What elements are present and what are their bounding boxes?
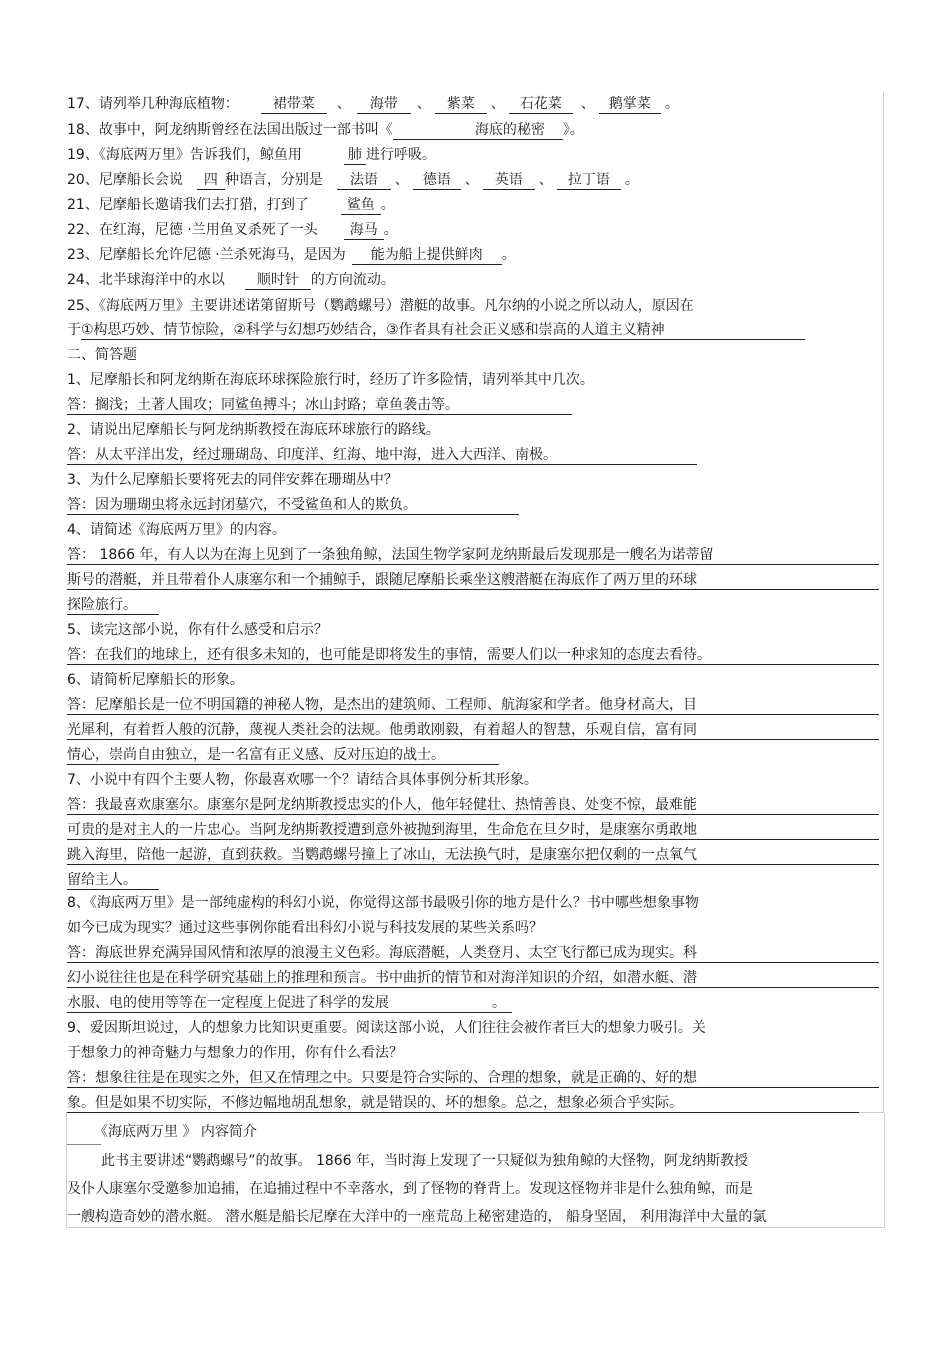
answer-underline: [67, 1112, 859, 1113]
answer-underline: [67, 839, 879, 840]
answer-blank: 肺: [344, 146, 366, 165]
intro-indent-rule: [67, 1144, 101, 1145]
answer-underline: [67, 962, 879, 963]
answer-blank: 鹅掌菜: [599, 95, 661, 114]
answer-underline: [67, 814, 879, 815]
answer-blank: 海马: [344, 221, 384, 240]
answer-6-line: 情心，崇尚自由独立，是一名富有正义感、反对压迫的战士。: [67, 747, 445, 763]
answer-7-line: 留给主人。: [67, 872, 137, 888]
answer-underline: [67, 864, 879, 865]
answer-9-line: 答：想象往往是在现实之外，但又在情理之中。只要是符合实际的、合理的想象，就是正确的、好的想: [67, 1070, 697, 1086]
answer-underline: [67, 589, 879, 590]
question-6: 6、请简析尼摩船长的形象。: [67, 672, 244, 688]
answer-6-line: 答：尼摩船长是一位不明国籍的神秘人物，是杰出的建筑师、工程师、航海家和学者。他身材高大，目: [67, 697, 697, 713]
intro-title: 《海底两万里 》 内容简介: [94, 1124, 257, 1140]
answer-underline: [67, 1087, 879, 1088]
answer-blank: 四: [197, 171, 225, 190]
answer-blank: 裙带菜: [261, 95, 327, 114]
answer-4-line: 斯号的潜艇，并且带着仆人康塞尔和一个捕鲸手，跟随尼摩船长乘坐这艘潜艇在海底作了两万里的环球: [67, 572, 697, 588]
answer-underline: [67, 889, 159, 890]
answer-blank: 德语: [413, 171, 461, 190]
answer-6-line: 光犀利，有着哲人般的沉静，蔑视人类社会的法规。他勇敢刚毅，有着超人的智慧，乐观自信，富有同: [67, 722, 697, 738]
intro-line: 此书主要讲述“鹦鹉螺号”的故事。 1866 年，当时海上发现了一只疑似为独角鲸的大怪物，阿龙纳斯教授: [101, 1153, 749, 1169]
answer-blank: 紫菜: [435, 95, 487, 114]
question-3: 3、为什么尼摩船长要将死去的同伴安葬在珊瑚丛中？: [67, 472, 398, 488]
fill-question-22: 22、在红海，尼德 ·兰用鱼叉杀死了一头 海马 。: [67, 222, 398, 238]
answer-7-line: 跳入海里，陪他一起游，直到获救。当鹦鹉螺号撞上了冰山，无法换气时，是康塞尔把仅剩的一点氧气: [67, 847, 697, 863]
fill-question-21: 21、尼摩船长邀请我们去打猎，打到了 鲨鱼 。: [67, 197, 395, 213]
answer-blank: 英语: [483, 171, 535, 190]
answer-underline: [67, 739, 879, 740]
answer-underline: [67, 714, 879, 715]
answer-8-line: 水服、电的使用等等在一定程度上促进了科学的发展: [67, 995, 389, 1011]
fill-question-25-line2: 于①构思巧妙、情节惊险，②科学与幻想巧妙结合，③作者具有社会正义感和崇高的人道主义精神: [67, 320, 805, 340]
answer-blank: 拉丁语: [557, 171, 621, 190]
answer-underline: [67, 414, 572, 415]
question-1: 1、尼摩船长和阿龙纳斯在海底环球探险旅行时，经历了许多险情，请列举其中几次。: [67, 372, 594, 388]
fill-question-23: 23、尼摩船长允许尼德 ·兰杀死海马，是因为 能为船上提供鲜肉 。: [67, 247, 516, 263]
answer-blank: 海带: [357, 95, 411, 114]
answer-4-line: 探险旅行。: [67, 597, 137, 613]
section-title: 二、简答题: [67, 347, 137, 363]
answer-3-line: 答：因为珊瑚虫将永远封闭墓穴，不受鲨鱼和人的欺负。: [67, 497, 417, 513]
answer-blank: 鲨鱼: [341, 196, 381, 215]
question-4: 4、请简述《海底两万里》的内容。: [67, 522, 286, 538]
fill-question-17: 17、请列举几种海底植物： 裙带菜 、 海带 、 紫菜 、 石花菜 、 鹅掌菜 。: [67, 96, 679, 112]
question-5: 5、读完这部小说，你有什么感受和启示？: [67, 622, 328, 638]
answer-2-line: 答：从太平洋出发，经过珊瑚岛、印度洋、红海、地中海，进入大西洋、南极。: [67, 447, 557, 463]
question-8-cont: 如今已成为现实？通过这些事例你能看出科幻小说与科技发展的某些关系吗？: [67, 920, 543, 936]
answer-1-line: 答：搁浅；土著人围攻；同鲨鱼搏斗；冰山封路；章鱼袭击等。: [67, 397, 459, 413]
fill-question-25-line1: 25、《海底两万里》主要讲述诺第留斯号（鹦鹉螺号）潜艇的故事。凡尔纳的小说之所以动人，原因在: [67, 298, 694, 314]
answer-8-line: 幻小说往往也是在科学研究基础上的推理和预言。书中曲折的情节和对海洋知识的介绍，如潜水艇、潜: [67, 970, 697, 986]
intro-line: 一艘构造奇妙的潜水艇。 潜水艇是船长尼摩在大洋中的一座荒岛上秘密建造的， 船身坚固， 利用海洋中大量的氯: [67, 1209, 767, 1225]
question-2: 2、请说出尼摩船长与阿龙纳斯教授在海底环球旅行的路线。: [67, 422, 440, 438]
answer-8-line: 答：海底世界充满异国风情和浓厚的浪漫主义色彩。海底潜艇，人类登月、太空飞行都已成为现实。科: [67, 945, 697, 961]
answer-7-line: 答：我最喜欢康塞尔。康塞尔是阿龙纳斯教授忠实的仆人，他年轻健壮、热情善良、处变不惊，最难能: [67, 797, 697, 813]
answer-blank: 石花菜: [509, 95, 573, 114]
fill-question-19: 19、《海底两万里》告诉我们，鲸鱼用 肺 进行呼吸。: [67, 147, 436, 163]
answer-5-line: 答：在我们的地球上，还有很多未知的，也可能是即将发生的事情，需要人们以一种求知的态度去看待。: [67, 647, 711, 663]
question-7: 7、小说中有四个主要人物，你最喜欢哪一个？请结合具体事例分析其形象。: [67, 772, 538, 788]
answer-underline: [67, 987, 879, 988]
answer-underline: [67, 514, 519, 515]
fill-question-20: 20、尼摩船长会说 四 种语言，分别是 法语 、 德语 、 英语 、 拉丁语 。: [67, 172, 639, 188]
answer-blank: ①构思巧妙、情节惊险，②科学与幻想巧妙结合，③作者具有社会正义感和崇高的人道主义精神: [81, 321, 805, 340]
answer-9-line: 象。但是如果不切实际，不修边幅地胡乱想象，就是错误的、坏的想象。总之，想象必须合乎实际。: [67, 1095, 683, 1111]
answer-underline: [67, 664, 879, 665]
question-9: 9、爱因斯坦说过，人的想象力比知识更重要。阅读这部小说，人们往往会被作者巨大的想象力吸引。关: [67, 1020, 706, 1036]
answer-underline: [67, 464, 697, 465]
intro-line: 及仆人康塞尔受邀参加追捕，在追捕过程中不幸落水，到了怪物的脊背上。发现这怪物并非是什么独角鲸，而是: [67, 1181, 753, 1197]
answer-underline: [67, 614, 159, 615]
answer-8-line: 。: [492, 995, 506, 1011]
answer-underline: [67, 764, 499, 765]
fill-question-24: 24、北半球海洋中的水以 顺时针 的方向流动。: [67, 272, 395, 288]
answer-underline: [67, 564, 879, 565]
answer-blank: 法语: [337, 171, 391, 190]
answer-4-line: 答： 1866 年，有人以为在海上见到了一条独角鲸，法国生物学家阿龙纳斯最后发现那是一艘名为诺蒂留: [67, 547, 714, 563]
answer-blank: 能为船上提供鲜肉: [352, 246, 502, 265]
answer-blank: 海底的秘密: [393, 121, 563, 140]
question-8: 8、《海底两万里》是一部纯虚构的科幻小说，你觉得这部书最吸引你的地方是什么？书中哪些想象事物: [67, 895, 699, 911]
answer-underline: [67, 1012, 512, 1013]
answer-blank: 顺时针: [245, 271, 311, 290]
question-9-cont: 于想象力的神奇魅力与想象力的作用，你有什么看法？: [67, 1045, 403, 1061]
fill-question-18: 18、故事中，阿龙纳斯曾经在法国出版过一部书叫《 海底的秘密 》。: [67, 122, 584, 138]
answer-7-line: 可贵的是对主人的一片忠心。当阿龙纳斯教授遭到意外被抛到海里，生命危在旦夕时，是康塞尔勇敢地: [67, 822, 697, 838]
answer-underline: [492, 1012, 512, 1013]
